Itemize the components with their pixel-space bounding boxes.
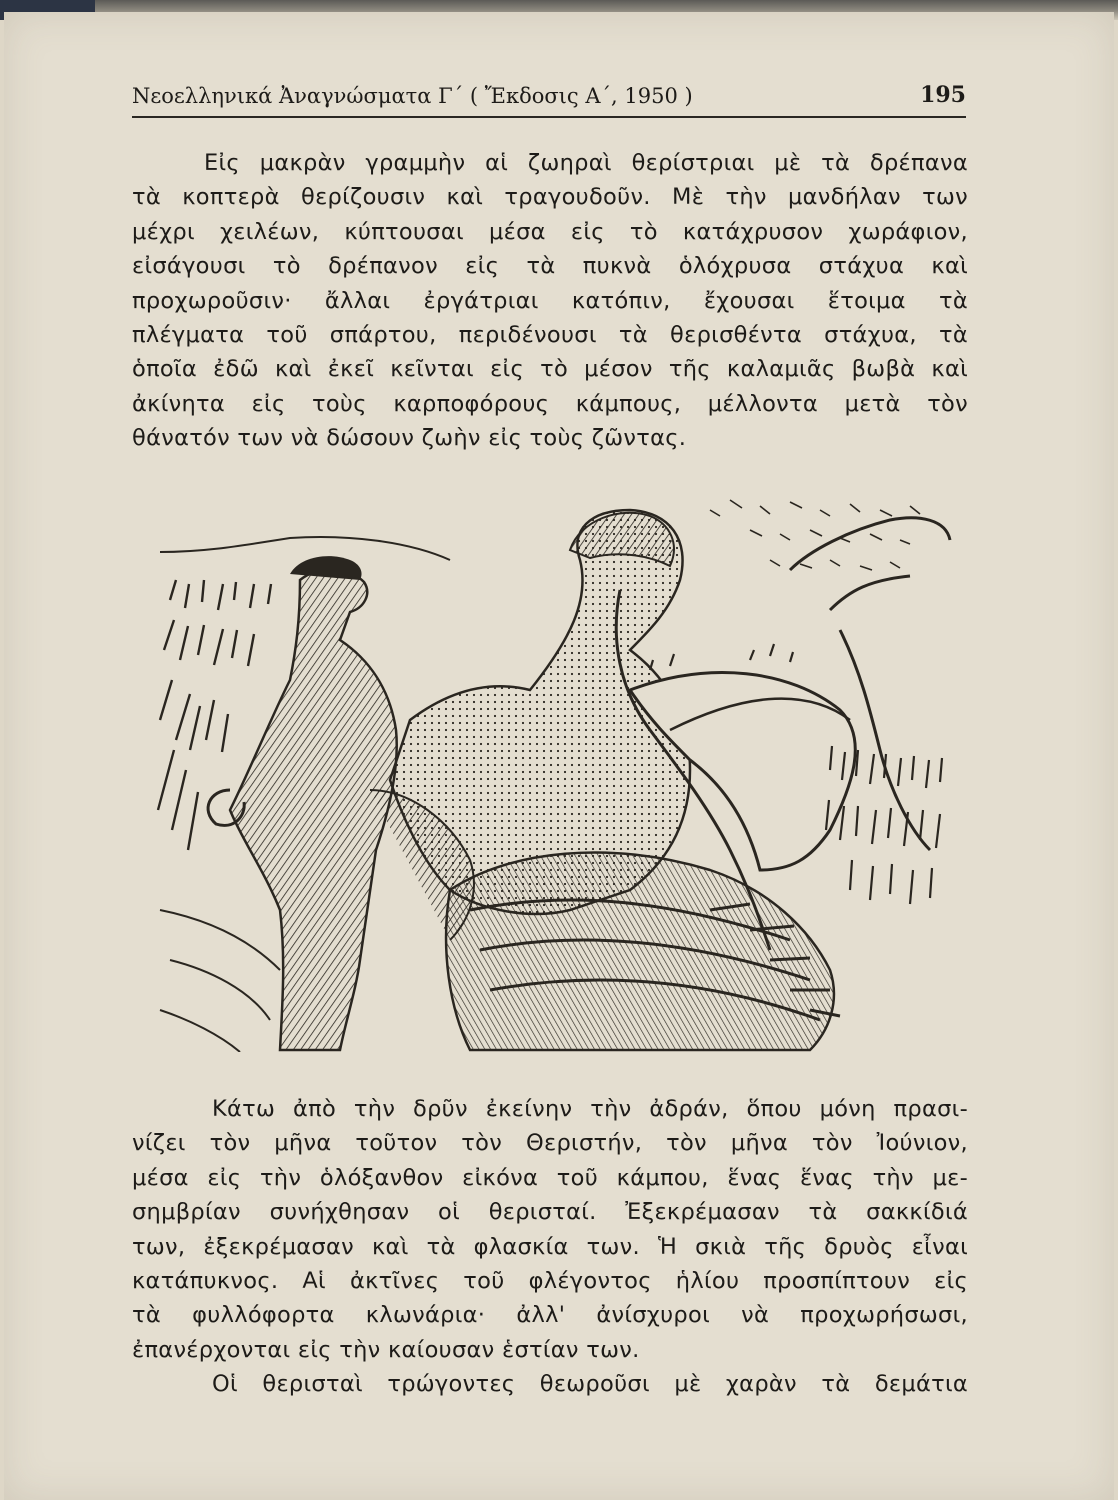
- text-line: τὰ κοπτερὰ θερίζουσιν καὶ τραγουδοῦν. Μὲ τὴν μανδήλαν των: [132, 184, 968, 211]
- page-number: 195: [920, 82, 966, 108]
- text-line: των, ἐξεκρέμασαν καὶ τὰ φλασκία των. Ἡ σκιὰ τῆς δρυὸς εἶναι: [132, 1233, 968, 1260]
- text-line: Εἰς μακρὰν γραμμὴν αἱ ζωηραὶ θερίστριαι μὲ τὰ δρέπανα: [204, 150, 968, 176]
- page-header: [132, 82, 966, 116]
- paragraph-2: [132, 1092, 968, 1402]
- text-line: Οἱ θερισταὶ τρώγοντες θεωροῦσι μὲ χαρὰν τὰ δεμάτια: [212, 1371, 968, 1398]
- text-line: μέχρι χειλέων, κύπτουσαι μέσα εἰς τὸ κατάχρυσον χωράφιον,: [132, 218, 968, 245]
- text-line: σημβρίαν συνήχθησαν οἱ θερισταί. Ἐξεκρέμασαν τὰ σακκίδιά: [132, 1199, 968, 1226]
- text-line: μέσα εἰς τὴν ὁλόξανθον εἰκόνα τοῦ κάμπου, ἕνας ἕνας τὴν με-: [132, 1164, 968, 1191]
- text-line: εἰσάγουσι τὸ δρέπανον εἰς τὰ πυκνὰ ὁλόχρυσα στάχυα καὶ: [132, 253, 968, 280]
- text-line: κατάπυκνος. Αἱ ἀκτῖνες τοῦ φλέγοντος ἡλίου προσπίπτουν εἰς: [132, 1267, 968, 1294]
- header-rule: [132, 116, 966, 118]
- text-line: ὁποῖα ἐδῶ καὶ ἐκεῖ κεῖνται εἰς τὸ μέσον τῆς καλαμιᾶς βωβὰ καὶ: [132, 356, 968, 383]
- text-line: νίζει τὸν μῆνα τοῦτον τὸν Θεριστήν, τὸν μῆνα τὸν Ἰούνιον,: [132, 1130, 968, 1157]
- harvest-illustration: [150, 490, 952, 1052]
- text-line: προχωροῦσιν· ἄλλαι ἐργάτριαι κατόπιν, ἔχουσαι ἕτοιμα τὰ: [132, 287, 968, 314]
- paragraph-1: [132, 146, 968, 456]
- text-line: θάνατόν των νὰ δώσουν ζωὴν εἰς τοὺς ζῶντας.: [132, 425, 687, 452]
- running-title: Νεοελληνικά Ἀναγνώσματα Γ΄ ( Ἔκδοσις Α΄, 1950 ): [132, 84, 693, 108]
- text-line: πλέγματα τοῦ σπάρτου, περιδένουσι τὰ θερισθέντα στάχυα, τὰ: [132, 321, 968, 348]
- text-line: ἀκίνητα εἰς τοὺς καρποφόρους κάμπους, μέλλοντα μετὰ τὸν: [132, 390, 968, 417]
- text-line: ἐπανέρχονται εἰς τὴν καίουσαν ἑστίαν των.: [132, 1336, 640, 1363]
- text-line: Κάτω ἀπὸ τὴν δρῦν ἐκείνην τὴν ἀδράν, ὅπου μόνη πρασι-: [212, 1096, 968, 1122]
- text-line: τὰ φυλλόφορτα κλωνάρια· ἀλλ' ἀνίσχυροι νὰ προχωρήσωσι,: [132, 1302, 968, 1329]
